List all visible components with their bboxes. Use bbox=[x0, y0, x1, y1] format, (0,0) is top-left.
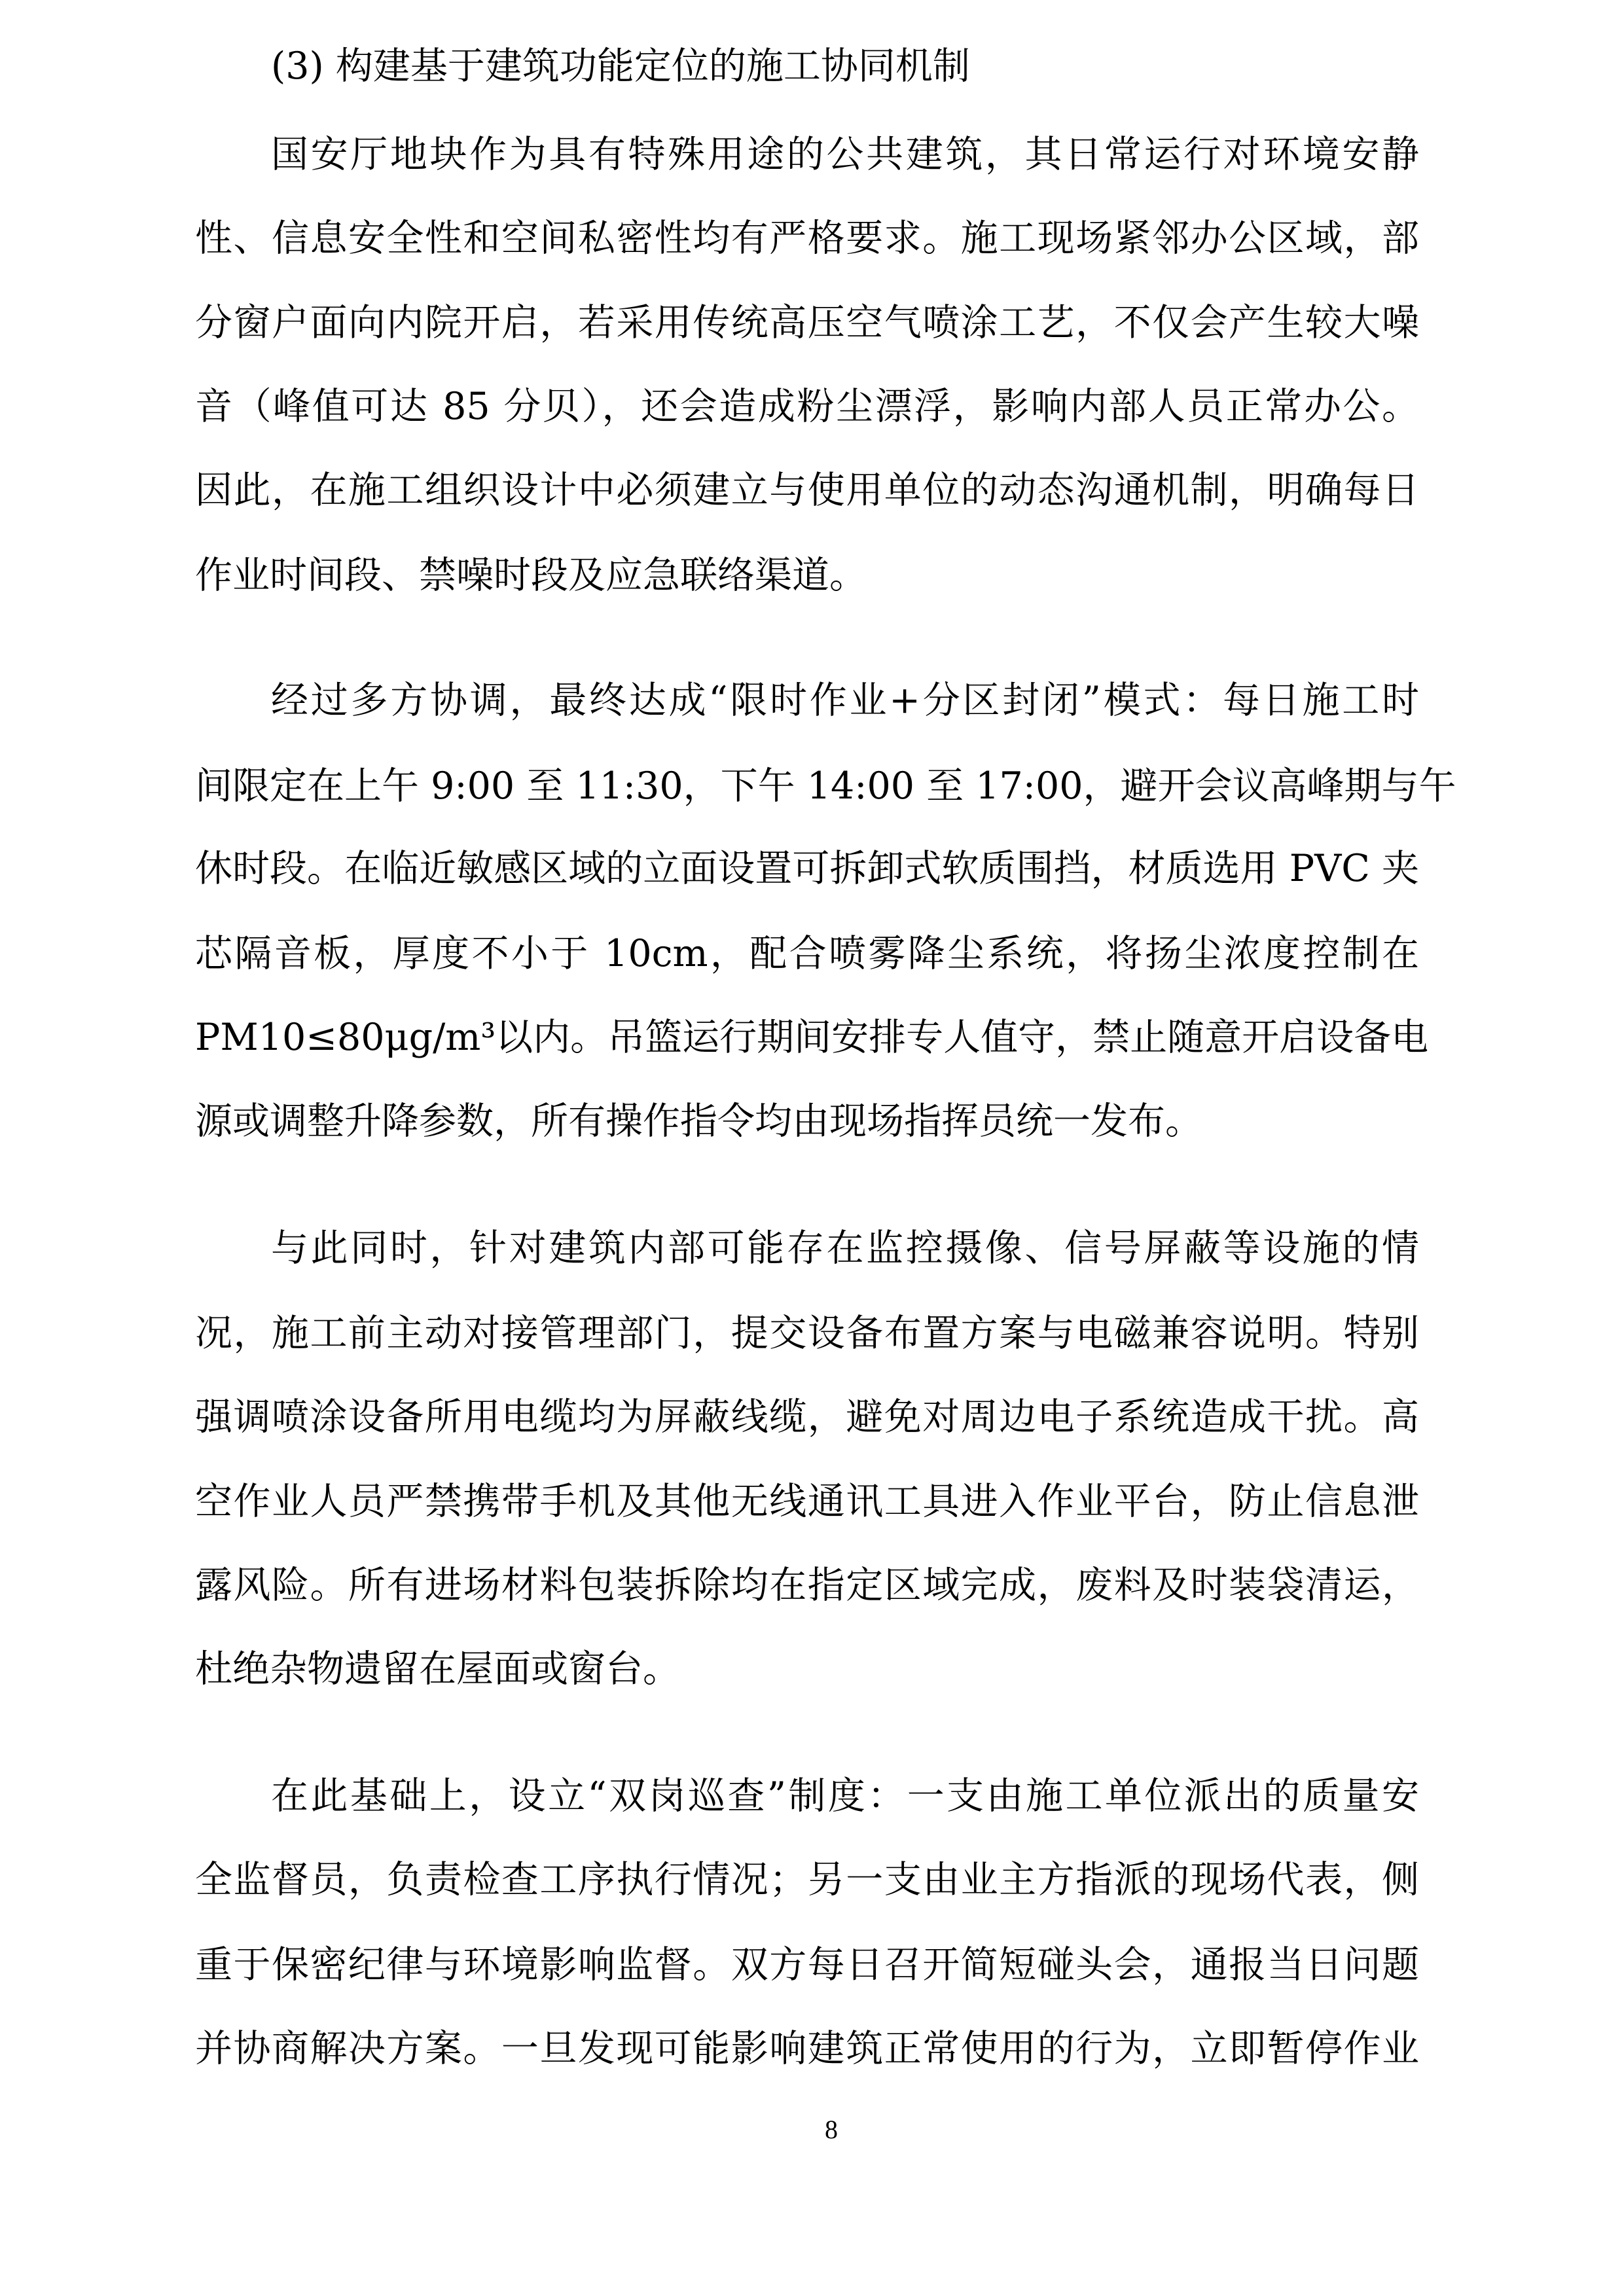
paragraph-4-line-4: 并协商解决方案。一旦发现可能影响建筑正常使用的行为，立即暂停作业 bbox=[195, 2027, 1419, 2070]
paragraph-2-line-5: PM10≤80μg/m³以内。吊篮运行期间安排专人值守，禁止随意开启设备电 bbox=[195, 1016, 1429, 1059]
paragraph-1-line-5: 因此，在施工组织设计中必须建立与使用单位的动态沟通机制，明确每日 bbox=[195, 469, 1419, 512]
paragraph-1-line-1: 国安厅地块作为具有特殊用途的公共建筑，其日常运行对环境安静 bbox=[271, 133, 1419, 176]
paragraph-1-line-6: 作业时间段、禁噪时段及应急联络渠道。 bbox=[195, 554, 867, 597]
paragraph-2-line-2: 间限定在上午 9:00 至 11:30，下午 14:00 至 17:00，避开会议高峰期与午 bbox=[195, 764, 1456, 808]
paragraph-2-line-4: 芯隔音板，厚度不小于 10cm，配合喷雾降尘系统，将扬尘浓度控制在 bbox=[195, 932, 1419, 975]
paragraph-4-line-1: 在此基础上，设立“双岗巡查”制度：一支由施工单位派出的质量安 bbox=[271, 1774, 1419, 1818]
section-heading: (3) 构建基于建筑功能定位的施工协同机制 bbox=[271, 45, 970, 88]
paragraph-1-line-3: 分窗户面向内院开启，若采用传统高压空气喷涂工艺，不仅会产生较大噪 bbox=[195, 301, 1419, 344]
paragraph-3-line-2: 况，施工前主动对接管理部门，提交设备布置方案与电磁兼容说明。特别 bbox=[195, 1312, 1419, 1355]
page-number: 8 bbox=[825, 2115, 838, 2144]
paragraph-3-line-4: 空作业人员严禁携带手机及其他无线通讯工具进入作业平台，防止信息泄 bbox=[195, 1480, 1419, 1523]
paragraph-4-line-2: 全监督员，负责检查工序执行情况；另一支由业主方指派的现场代表，侧 bbox=[195, 1858, 1419, 1901]
paragraph-3-line-3: 强调喷涂设备所用电缆均为屏蔽线缆，避免对周边电子系统造成干扰。高 bbox=[195, 1395, 1419, 1439]
paragraph-3-line-1: 与此同时，针对建筑内部可能存在监控摄像、信号屏蔽等设施的情 bbox=[271, 1227, 1419, 1270]
paragraph-1-line-4: 音（峰值可达 85 分贝），还会造成粉尘漂浮，影响内部人员正常办公。 bbox=[195, 385, 1419, 428]
paragraph-3-line-6: 杜绝杂物遗留在屋面或窗台。 bbox=[195, 1647, 680, 1691]
paragraph-3-line-5: 露风险。所有进场材料包装拆除均在指定区域完成，废料及时装袋清运， bbox=[195, 1564, 1419, 1607]
paragraph-2-line-1: 经过多方协调，最终达成“限时作业+分区封闭”模式：每日施工时 bbox=[271, 679, 1419, 722]
paragraph-2-line-3: 休时段。在临近敏感区域的立面设置可拆卸式软质围挡，材质选用 PVC 夹 bbox=[195, 847, 1419, 890]
paragraph-4-line-3: 重于保密纪律与环境影响监督。双方每日召开简短碰头会，通报当日问题 bbox=[195, 1943, 1419, 1986]
paragraph-1-line-2: 性、信息安全性和空间私密性均有严格要求。施工现场紧邻办公区域，部 bbox=[195, 217, 1419, 260]
paragraph-2-line-6: 源或调整升降参数，所有操作指令均由现场指挥员统一发布。 bbox=[195, 1100, 1202, 1143]
